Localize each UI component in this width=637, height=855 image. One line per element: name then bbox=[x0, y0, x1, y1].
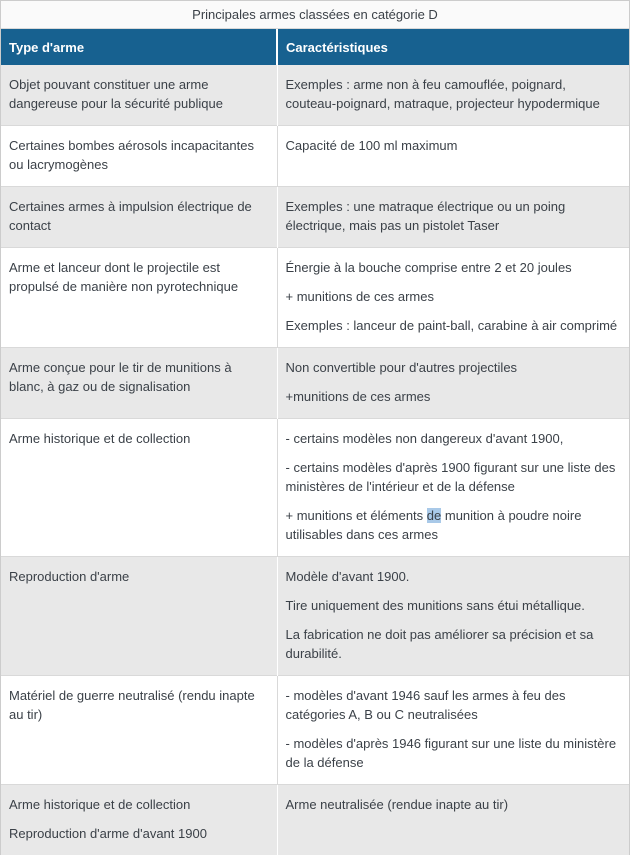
cell-paragraph bbox=[286, 136, 620, 155]
table-body bbox=[1, 65, 629, 855]
text-segment: + munitions de ces armes bbox=[286, 289, 434, 304]
text-segment: - certains modèles non dangereux d'avant 1900, bbox=[286, 431, 564, 446]
cell-paragraph bbox=[286, 258, 620, 277]
characteristics-cell bbox=[277, 248, 629, 348]
text-segment: - modèles d'après 1946 figurant sur une liste du ministère de la défense bbox=[286, 736, 617, 770]
text-segment: Modèle d'avant 1900. bbox=[286, 569, 410, 584]
characteristics-cell bbox=[277, 187, 629, 248]
cell-paragraph bbox=[286, 197, 620, 235]
cell-paragraph bbox=[286, 458, 620, 496]
table-row bbox=[1, 785, 629, 855]
table-row bbox=[1, 557, 629, 676]
table-row bbox=[1, 248, 629, 348]
text-segment: Exemples : arme non à feu camouflée, poignard, couteau-poignard, matraque, projecteur hypodermique bbox=[286, 77, 600, 111]
cell-paragraph bbox=[9, 567, 267, 586]
cell-paragraph bbox=[286, 625, 620, 663]
cell-paragraph bbox=[9, 686, 267, 724]
type-cell bbox=[1, 126, 277, 187]
type-cell bbox=[1, 676, 277, 785]
characteristics-cell bbox=[277, 676, 629, 785]
text-segment: Objet pouvant constituer une arme dangereuse pour la sécurité publique bbox=[9, 77, 223, 111]
selected-text: de bbox=[427, 508, 441, 523]
text-segment: - certains modèles d'après 1900 figurant sur une liste des ministères de l'intérieur et de la défense bbox=[286, 460, 616, 494]
text-segment: Arme et lanceur dont le projectile est propulsé de manière non pyrotechnique bbox=[9, 260, 238, 294]
cell-paragraph bbox=[286, 506, 620, 544]
cell-paragraph bbox=[9, 358, 267, 396]
text-segment: Exemples : lanceur de paint-ball, carabine à air comprimé bbox=[286, 318, 618, 333]
text-segment: Arme historique et de collection bbox=[9, 797, 190, 812]
text-segment: Capacité de 100 ml maximum bbox=[286, 138, 458, 153]
text-segment: Matériel de guerre neutralisé (rendu inapte au tir) bbox=[9, 688, 255, 722]
table-row bbox=[1, 419, 629, 557]
column-header-characteristics: Caractéristiques bbox=[277, 29, 629, 65]
table-row bbox=[1, 126, 629, 187]
column-header-type: Type d'arme bbox=[1, 29, 277, 65]
text-segment: Non convertible pour d'autres projectiles bbox=[286, 360, 518, 375]
cell-paragraph bbox=[9, 429, 267, 448]
cell-paragraph bbox=[286, 75, 620, 113]
table-row bbox=[1, 676, 629, 785]
type-cell bbox=[1, 557, 277, 676]
cell-paragraph bbox=[286, 387, 620, 406]
table-row bbox=[1, 348, 629, 419]
cell-paragraph bbox=[286, 567, 620, 586]
cell-paragraph bbox=[9, 795, 267, 814]
characteristics-cell bbox=[277, 785, 629, 855]
text-segment: Reproduction d'arme bbox=[9, 569, 129, 584]
cell-paragraph bbox=[286, 429, 620, 448]
characteristics-cell bbox=[277, 419, 629, 557]
characteristics-cell bbox=[277, 65, 629, 126]
cell-paragraph bbox=[286, 686, 620, 724]
cell-paragraph bbox=[286, 734, 620, 772]
type-cell bbox=[1, 248, 277, 348]
cell-paragraph bbox=[9, 258, 267, 296]
characteristics-cell bbox=[277, 126, 629, 187]
cell-paragraph bbox=[286, 358, 620, 377]
text-segment: Certaines armes à impulsion électrique de contact bbox=[9, 199, 252, 233]
cell-paragraph bbox=[286, 596, 620, 615]
type-cell bbox=[1, 348, 277, 419]
type-cell bbox=[1, 65, 277, 126]
table-row bbox=[1, 187, 629, 248]
cell-paragraph bbox=[286, 316, 620, 335]
text-segment: Reproduction d'arme d'avant 1900 bbox=[9, 826, 207, 841]
cell-paragraph bbox=[9, 136, 267, 174]
text-segment: Arme neutralisée (rendue inapte au tir) bbox=[286, 797, 509, 812]
type-cell bbox=[1, 785, 277, 855]
text-segment: Arme historique et de collection bbox=[9, 431, 190, 446]
table-row bbox=[1, 65, 629, 126]
weapons-table bbox=[1, 29, 629, 855]
text-segment: munition à poudre noire utilisables dans ces armes bbox=[286, 508, 582, 542]
text-segment: Énergie à la bouche comprise entre 2 et 20 joules bbox=[286, 260, 572, 275]
table-header-row bbox=[1, 29, 629, 65]
cell-paragraph bbox=[286, 287, 620, 306]
characteristics-cell bbox=[277, 557, 629, 676]
text-segment: Certaines bombes aérosols incapacitantes ou lacrymogènes bbox=[9, 138, 254, 172]
characteristics-cell bbox=[277, 348, 629, 419]
type-cell bbox=[1, 187, 277, 248]
text-segment: La fabrication ne doit pas améliorer sa précision et sa durabilité. bbox=[286, 627, 594, 661]
text-segment: Tire uniquement des munitions sans étui métallique. bbox=[286, 598, 585, 613]
text-segment: +munitions de ces armes bbox=[286, 389, 431, 404]
text-segment: Exemples : une matraque électrique ou un poing électrique, mais pas un pistolet Taser bbox=[286, 199, 566, 233]
cell-paragraph bbox=[9, 824, 267, 843]
type-cell bbox=[1, 419, 277, 557]
text-segment: + munitions et éléments bbox=[286, 508, 427, 523]
cell-paragraph bbox=[9, 197, 267, 235]
cell-paragraph bbox=[286, 795, 620, 814]
cell-paragraph bbox=[9, 75, 267, 113]
table-title: Principales armes classées en catégorie D bbox=[1, 1, 629, 29]
text-segment: Arme conçue pour le tir de munitions à blanc, à gaz ou de signalisation bbox=[9, 360, 232, 394]
text-segment: - modèles d'avant 1946 sauf les armes à feu des catégories A, B ou C neutralisées bbox=[286, 688, 566, 722]
